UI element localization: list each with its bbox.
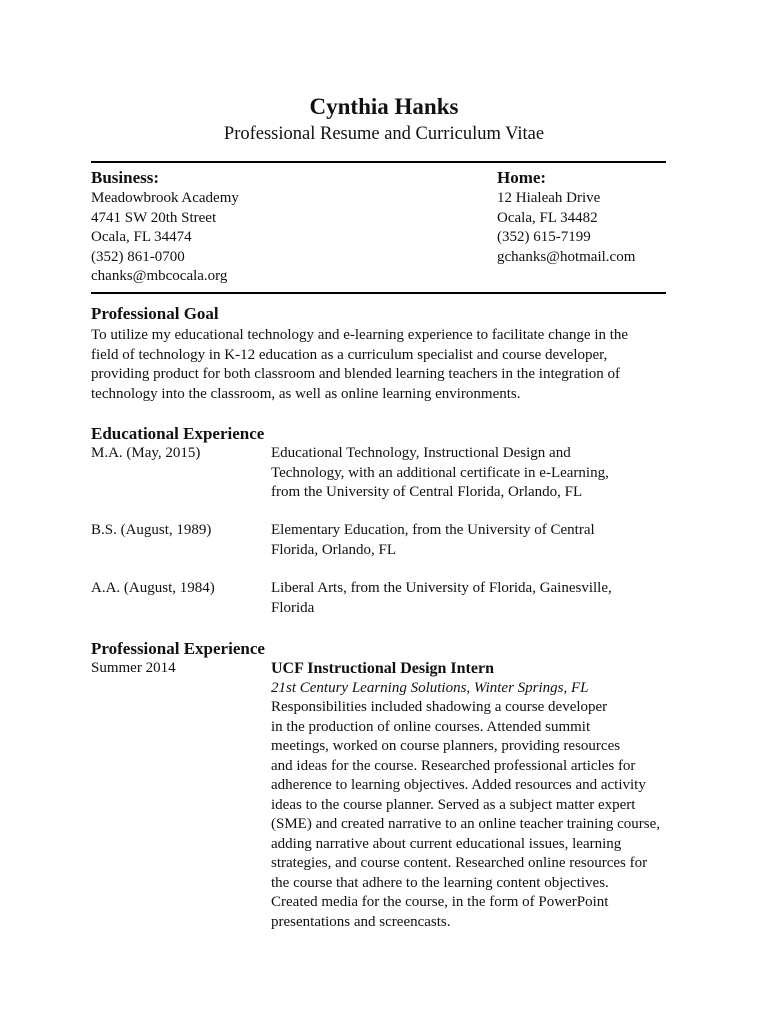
home-line: Ocala, FL 34482 <box>497 209 598 226</box>
divider-top <box>91 161 666 163</box>
divider-contact <box>91 292 666 294</box>
job-description-line: ideas to the course planner. Served as a subject matter expert <box>271 796 636 813</box>
degree-label: A.A. (August, 1984) <box>91 580 215 596</box>
degree-label: B.S. (August, 1989) <box>91 522 212 538</box>
section-heading-professional-goal: Professional Goal <box>91 304 219 323</box>
job-description-line: adherence to learning objectives. Added resources and activity <box>271 777 646 793</box>
business-contact <box>91 167 239 287</box>
degree-detail-line: Liberal Arts, from the University of Florida, Gainesville, <box>271 580 612 596</box>
degree-detail-line: Florida <box>271 599 315 616</box>
business-line: (352) 861-0700 <box>91 248 185 265</box>
degree-details <box>271 579 711 618</box>
job-description-line: presentations and screencasts. <box>271 913 451 930</box>
home-line: 12 Hialeah Drive <box>497 190 601 206</box>
job-description-line: the course that adhere to the learning content objectives. <box>271 874 609 891</box>
resume-name: Cynthia Hanks <box>309 94 459 119</box>
degree-detail-line: Educational Technology, Instructional Design and <box>271 445 571 461</box>
professional-goal-text <box>91 326 691 404</box>
job-description-line: strategies, and course content. Researched online resources for <box>271 855 648 871</box>
business-email: chanks@mbcocala.org <box>91 268 228 284</box>
job-description-line: in the production of online courses. Attended summit <box>271 718 591 735</box>
section-heading-professional-experience: Professional Experience <box>91 639 265 658</box>
degree-details <box>271 521 711 560</box>
job-title: UCF Instructional Design Intern <box>271 660 494 677</box>
job-description-line: adding narrative about current educational issues, learning <box>271 835 622 852</box>
home-line: (352) 615-7199 <box>497 229 591 245</box>
goal-line: technology into the classroom, as well as online learning environments. <box>91 385 521 402</box>
goal-line: field of technology in K-12 education as a curriculum specialist and course developer, <box>91 346 608 363</box>
degree-detail-line: from the University of Central Florida, Orlando, FL <box>271 484 583 500</box>
section-heading-educational-experience: Educational Experience <box>91 424 265 443</box>
business-line: Ocala, FL 34474 <box>91 229 192 245</box>
degree-detail-line: Florida, Orlando, FL <box>271 541 396 558</box>
degree-details <box>271 444 711 503</box>
home-heading: Home: <box>497 168 547 187</box>
home-email: gchanks@hotmail.com <box>497 248 636 265</box>
job-date: Summer 2014 <box>91 660 176 676</box>
business-line: 4741 SW 20th Street <box>91 209 217 226</box>
home-contact <box>497 167 635 267</box>
job-description-line: meetings, worked on course planners, providing resources <box>271 738 621 754</box>
goal-line: To utilize my educational technology and e-learning experience to facilitate change in the <box>91 327 629 343</box>
degree-label: M.A. (May, 2015) <box>91 445 201 461</box>
job-description-line: (SME) and created narrative to an online teacher training course, <box>271 816 660 832</box>
job-organization: 21st Century Learning Solutions, Winter Springs, FL <box>271 679 589 696</box>
resume-subtitle: Professional Resume and Curriculum Vitae <box>223 124 545 144</box>
business-heading: Business: <box>91 168 160 187</box>
job-details <box>271 659 711 932</box>
goal-line: providing product for both classroom and blended learning teachers in the integration of <box>91 366 621 382</box>
degree-detail-line: Elementary Education, from the University of Central <box>271 522 595 538</box>
job-description-line: Created media for the course, in the form of PowerPoint <box>271 894 609 910</box>
job-description-line: and ideas for the course. Researched professional articles for <box>271 757 636 774</box>
job-description-line: Responsibilities included shadowing a course developer <box>271 699 608 715</box>
degree-detail-line: Technology, with an additional certificate in e-Learning, <box>271 464 609 481</box>
business-line: Meadowbrook Academy <box>91 190 239 206</box>
